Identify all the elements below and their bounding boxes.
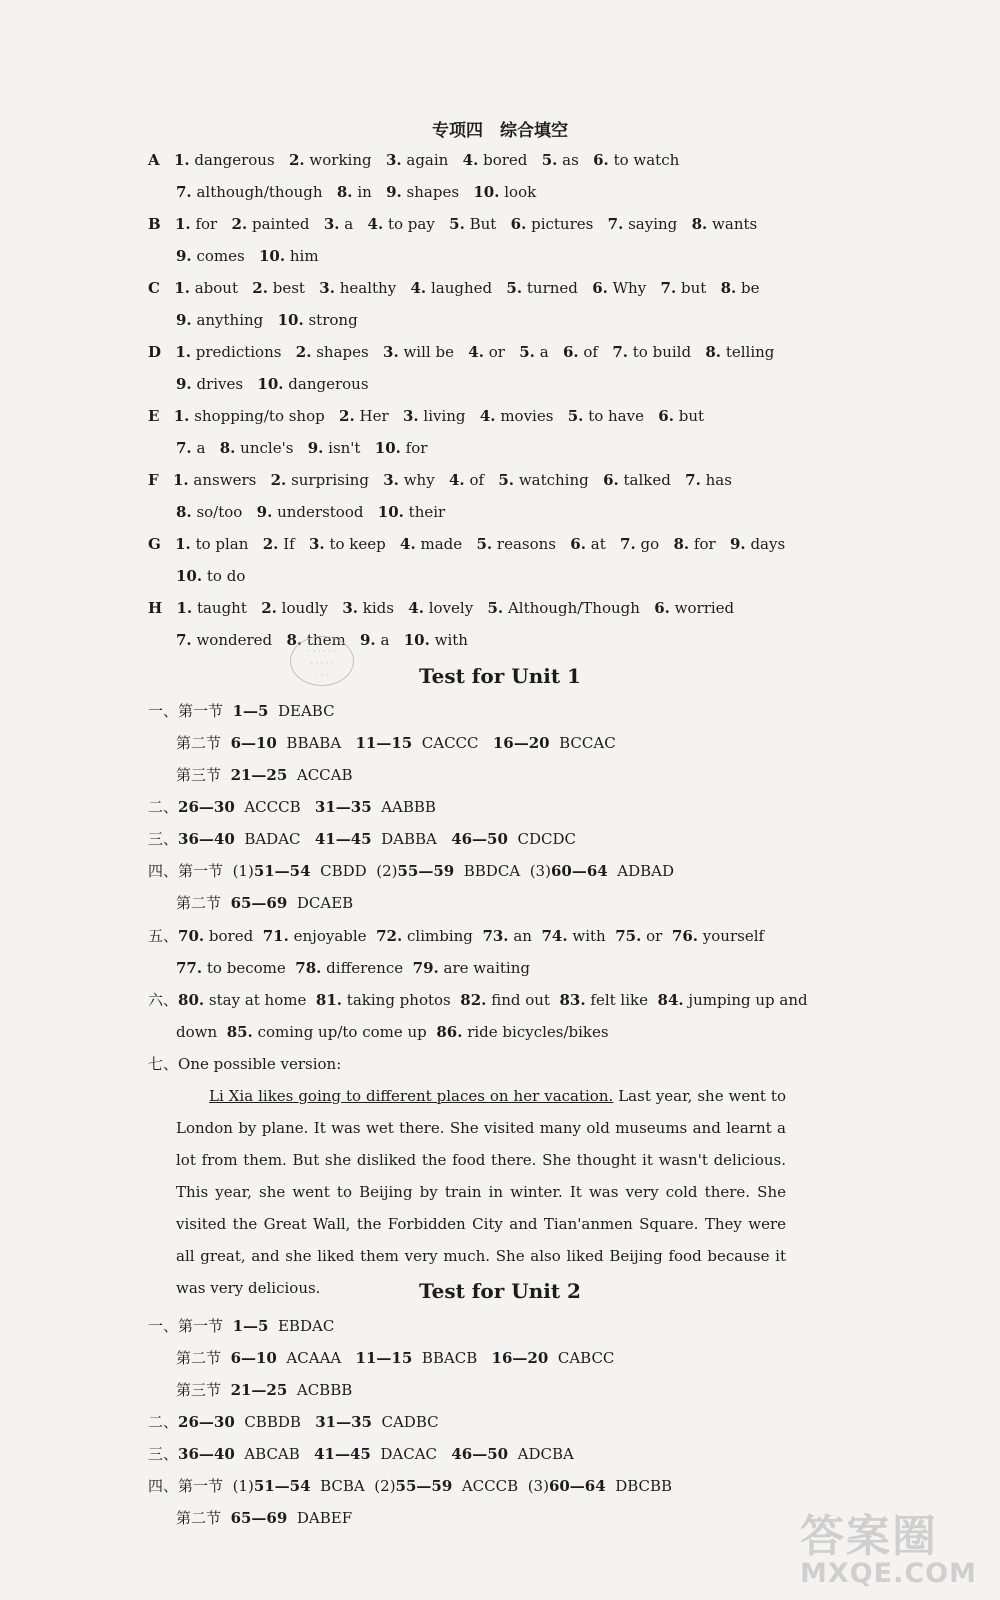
answer-number: 5. <box>567 407 584 425</box>
answer-number: 6. <box>592 279 608 297</box>
answer-number: 2. <box>270 471 287 489</box>
answer-text: isn't <box>328 439 361 457</box>
answer-text: bored <box>483 151 528 169</box>
u2-row-4: 二、26—30 CBBDB 31—35 CADBC <box>148 1413 439 1431</box>
answer-text: anything <box>196 311 264 329</box>
answer-text: shapes <box>406 183 460 201</box>
fill-section-tag: H <box>148 599 163 617</box>
answer-text: why <box>403 471 435 489</box>
answer-text: to pay <box>387 215 435 233</box>
answer-text: for <box>405 439 428 457</box>
answer-text: for <box>195 215 218 233</box>
answer-number: 10. <box>259 247 286 265</box>
answer-number: 2. <box>288 151 305 169</box>
answer-text: has <box>705 471 732 489</box>
answer-text: so/too <box>196 503 243 521</box>
answer-text: taught <box>196 599 247 617</box>
fill-line-a2 <box>176 182 536 202</box>
answer-number: 4. <box>462 151 479 169</box>
answer-number: 5. <box>541 151 558 169</box>
answer-text: made <box>420 535 463 553</box>
answer-text: working <box>309 151 372 169</box>
answer-text: but <box>680 279 707 297</box>
answer-text: with <box>434 631 468 649</box>
answer-number: 3. <box>402 407 419 425</box>
answer-text: But <box>469 215 497 233</box>
answer-text: kids <box>362 599 394 617</box>
answer-number: 8. <box>176 503 192 521</box>
answer-text: go <box>640 535 660 553</box>
answer-number: 7. <box>612 343 628 361</box>
answer-text: be <box>741 279 760 297</box>
seal-stamp: · · · · · · · · · · · · · · <box>290 636 354 686</box>
answer-text: If <box>283 535 295 553</box>
answer-number: 1. <box>175 535 191 553</box>
u1-row-2: 第二节 6—10 BBABA 11—15 CACCC 16—20 BCCAC <box>176 734 616 752</box>
answer-number: 2. <box>231 215 248 233</box>
answer-text: look <box>504 183 537 201</box>
u2-row-3: 第三节 21—25 ACBBB <box>176 1381 353 1399</box>
answer-number: 10. <box>374 439 401 457</box>
u1-row-11: down 85. coming up/to come up 86. ride bicycles/bikes <box>176 1023 609 1041</box>
fill-line-b1 <box>148 214 757 234</box>
fill-line-f2 <box>176 502 445 522</box>
answer-number: 8. <box>336 183 353 201</box>
fill-section-tag: G <box>148 535 161 553</box>
answer-number: 5. <box>498 471 515 489</box>
answer-text: understood <box>277 503 364 521</box>
answer-number: 10. <box>377 503 404 521</box>
answer-text: movies <box>500 407 554 425</box>
answer-text: a <box>539 343 549 361</box>
answer-number: 6. <box>658 407 674 425</box>
answer-text: at <box>590 535 606 553</box>
answer-text: lovely <box>428 599 474 617</box>
answer-text: dangerous <box>288 375 369 393</box>
answer-text: uncle's <box>240 439 294 457</box>
fill-line-h1 <box>148 598 734 618</box>
answer-number: 9. <box>307 439 324 457</box>
answer-number: 6. <box>603 471 619 489</box>
answer-text: although/though <box>196 183 323 201</box>
answer-number: 6. <box>654 599 670 617</box>
answer-number: 4. <box>400 535 416 553</box>
answer-number: 7. <box>685 471 701 489</box>
answer-number: 9. <box>360 631 376 649</box>
answer-number: 3. <box>319 279 335 297</box>
answer-text: again <box>406 151 449 169</box>
answer-number: 9. <box>176 311 192 329</box>
answer-number: 3. <box>308 535 325 553</box>
answer-number: 1. <box>173 151 190 169</box>
essay-body: Last year, she went to London by plane. It was wet there. She visited many old museums and learnt a lot from them. But she disliked the food there. She thought it wasn't delicious. This year, she went to Beijing by train in winter. It was very cold there. She visited the Great Wall, the Forbidden City and Tian'anmen Square. They were all great, and she liked them very much. She also liked Beijing food because it was very delicious. <box>176 1087 786 1297</box>
answer-text: a <box>196 439 206 457</box>
answer-text: Why <box>612 279 647 297</box>
answer-number: 6. <box>562 343 579 361</box>
u2-row-1: 一、第一节 1—5 EBDAC <box>148 1317 335 1335</box>
answer-number: 5. <box>519 343 535 361</box>
answer-number: 6. <box>570 535 586 553</box>
answer-text: shopping/to shop <box>194 407 325 425</box>
answer-text: strong <box>308 311 358 329</box>
answer-number: 7. <box>176 631 192 649</box>
answer-number: 1. <box>174 279 190 297</box>
answer-text: to do <box>206 567 246 585</box>
answer-text: laughed <box>430 279 493 297</box>
answer-number: 10. <box>277 311 304 329</box>
u1-row-1: 一、第一节 1—5 DEABC <box>148 702 335 720</box>
answer-number: 4. <box>367 215 384 233</box>
answer-text: painted <box>251 215 310 233</box>
answer-number: 7. <box>176 439 192 457</box>
answer-text: a <box>380 631 390 649</box>
answer-text: of <box>583 343 598 361</box>
answer-number: 10. <box>176 567 203 585</box>
answer-text: turned <box>526 279 578 297</box>
answer-number: 1. <box>172 471 189 489</box>
answer-number: 8. <box>219 439 236 457</box>
u1-row-8: 五、70. bored 71. enjoyable 72. climbing 73. an 74. with 75. or 76. yourself <box>148 927 765 945</box>
answer-number: 3. <box>383 471 399 489</box>
watermark-logo: 答案圈 MXQE.COM <box>800 1511 977 1589</box>
answer-number: 7. <box>660 279 677 297</box>
answer-text: drives <box>196 375 244 393</box>
answer-text: to have <box>588 407 644 425</box>
answer-number: 5. <box>476 535 493 553</box>
fill-section-tag: D <box>148 343 162 361</box>
answer-number: 5. <box>449 215 465 233</box>
answer-text: or <box>488 343 505 361</box>
answer-text: watching <box>518 471 589 489</box>
answer-number: 1. <box>176 599 193 617</box>
answer-number: 1. <box>173 407 190 425</box>
fill-line-c1 <box>148 278 760 298</box>
answer-number: 8. <box>673 535 690 553</box>
answer-number: 1. <box>175 215 191 233</box>
answer-number: 7. <box>620 535 636 553</box>
answer-text: wondered <box>196 631 273 649</box>
answer-text: a <box>344 215 354 233</box>
answer-number: 8. <box>691 215 708 233</box>
answer-number: 3. <box>342 599 358 617</box>
answer-text: comes <box>196 247 245 265</box>
fill-section-tag: E <box>148 407 160 425</box>
answer-text: wants <box>712 215 758 233</box>
fill-section-tag: C <box>148 279 160 297</box>
essay-topic-sentence: Li Xia likes going to different places on her vacation. <box>209 1087 614 1105</box>
answer-number: 9. <box>256 503 273 521</box>
answer-text: Although/Though <box>507 599 640 617</box>
fill-section-tag: F <box>148 471 159 489</box>
answer-number: 7. <box>607 215 624 233</box>
answer-number: 6. <box>593 151 609 169</box>
fill-line-d2 <box>176 374 369 394</box>
answer-text: shapes <box>316 343 369 361</box>
fill-line-e1 <box>148 406 704 426</box>
answer-number: 1. <box>175 343 191 361</box>
u1-row-10: 六、80. stay at home 81. taking photos 82. find out 83. felt like 84. jumping up and <box>148 991 808 1009</box>
answer-number: 3. <box>385 151 402 169</box>
answer-number: 10. <box>257 375 284 393</box>
answer-number: 2. <box>252 279 268 297</box>
answer-text: talked <box>623 471 671 489</box>
fill-line-e2 <box>176 438 427 458</box>
answer-text: surprising <box>291 471 369 489</box>
answer-number: 5. <box>487 599 504 617</box>
answer-text: answers <box>193 471 257 489</box>
u2-row-6: 四、第一节 (1)51—54 BCBA (2)55—59 ACCCB (3)60—64 DBCBB <box>148 1477 673 1495</box>
u1-row-7: 第二节 65—69 DCAEB <box>176 894 354 912</box>
answer-number: 4. <box>468 343 484 361</box>
answer-number: 9. <box>176 375 192 393</box>
fill-line-b2 <box>176 246 319 266</box>
u1-row-4: 二、26—30 ACCCB 31—35 AABBB <box>148 798 436 816</box>
answer-text: healthy <box>339 279 397 297</box>
answer-number: 4. <box>410 279 427 297</box>
answer-number: 8. <box>720 279 737 297</box>
fill-line-f1 <box>148 470 732 490</box>
u1-row-9: 77. to become 78. difference 79. are waiting <box>176 959 530 977</box>
answer-text: as <box>562 151 579 169</box>
answer-text: but <box>678 407 705 425</box>
answer-number: 3. <box>383 343 399 361</box>
answer-text: worried <box>674 599 735 617</box>
answer-text: pictures <box>531 215 594 233</box>
u1-row-6: 四、第一节 (1)51—54 CBDD (2)55—59 BBDCA (3)60—64 ADBAD <box>148 862 674 880</box>
answer-number: 5. <box>506 279 523 297</box>
answer-number: 9. <box>176 247 192 265</box>
answer-number: 2. <box>261 599 277 617</box>
answer-text: loudly <box>281 599 329 617</box>
answer-number: 10. <box>403 631 430 649</box>
answer-text: predictions <box>195 343 282 361</box>
answer-number: 9. <box>386 183 402 201</box>
answer-number: 3. <box>323 215 340 233</box>
answer-text: to keep <box>329 535 386 553</box>
answer-text: to plan <box>195 535 249 553</box>
answer-number: 10. <box>473 183 500 201</box>
answer-number: 7. <box>176 183 192 201</box>
u1-row-3: 第三节 21—25 ACCAB <box>176 766 353 784</box>
answer-text: reasons <box>496 535 556 553</box>
answer-number: 2. <box>339 407 355 425</box>
answer-text: living <box>423 407 466 425</box>
answer-text: Her <box>359 407 389 425</box>
fill-line-d1 <box>148 342 774 362</box>
answer-number: 4. <box>479 407 496 425</box>
answer-text: for <box>693 535 716 553</box>
u1-row-12: 七、One possible version: <box>148 1055 342 1073</box>
fill-line-g1 <box>148 534 785 554</box>
u2-row-2: 第二节 6—10 ACAAA 11—15 BBACB 16—20 CABCC <box>176 1349 615 1367</box>
fill-section-tag: B <box>148 215 161 233</box>
u1-row-5: 三、36—40 BADAC 41—45 DABBA 46—50 CDCDC <box>148 830 576 848</box>
fill-line-c2 <box>176 310 358 330</box>
answer-text: will be <box>403 343 454 361</box>
answer-text: days <box>750 535 786 553</box>
fill-line-g2 <box>176 566 245 586</box>
answer-number: 9. <box>729 535 746 553</box>
answer-text: their <box>408 503 446 521</box>
answer-text: him <box>289 247 319 265</box>
answer-text: in <box>357 183 372 201</box>
section-title: 专项四 综合填空 <box>432 121 568 141</box>
u2-row-5: 三、36—40 ABCAB 41—45 DACAC 46—50 ADCBA <box>148 1445 574 1463</box>
fill-line-a1 <box>148 150 679 170</box>
answer-text: to build <box>632 343 692 361</box>
answer-number: 8. <box>286 631 303 649</box>
answer-text: best <box>272 279 305 297</box>
unit1-title: Test for Unit 1 <box>419 664 581 688</box>
answer-number: 4. <box>449 471 465 489</box>
fill-section-tag: A <box>148 151 160 169</box>
u2-row-7: 第二节 65—69 DABEF <box>176 1509 353 1527</box>
answer-number: 8. <box>705 343 722 361</box>
answer-number: 4. <box>408 599 424 617</box>
answer-number: 6. <box>510 215 527 233</box>
answer-number: 2. <box>262 535 279 553</box>
answer-text: saying <box>628 215 678 233</box>
sample-essay <box>176 1080 786 1304</box>
answer-number: 2. <box>295 343 312 361</box>
answer-text: of <box>469 471 485 489</box>
answer-text: telling <box>725 343 775 361</box>
answer-text: dangerous <box>194 151 275 169</box>
answer-text: about <box>194 279 238 297</box>
answer-text: to watch <box>613 151 680 169</box>
unit2-title: Test for Unit 2 <box>419 1279 581 1303</box>
answer-text: them <box>306 631 346 649</box>
